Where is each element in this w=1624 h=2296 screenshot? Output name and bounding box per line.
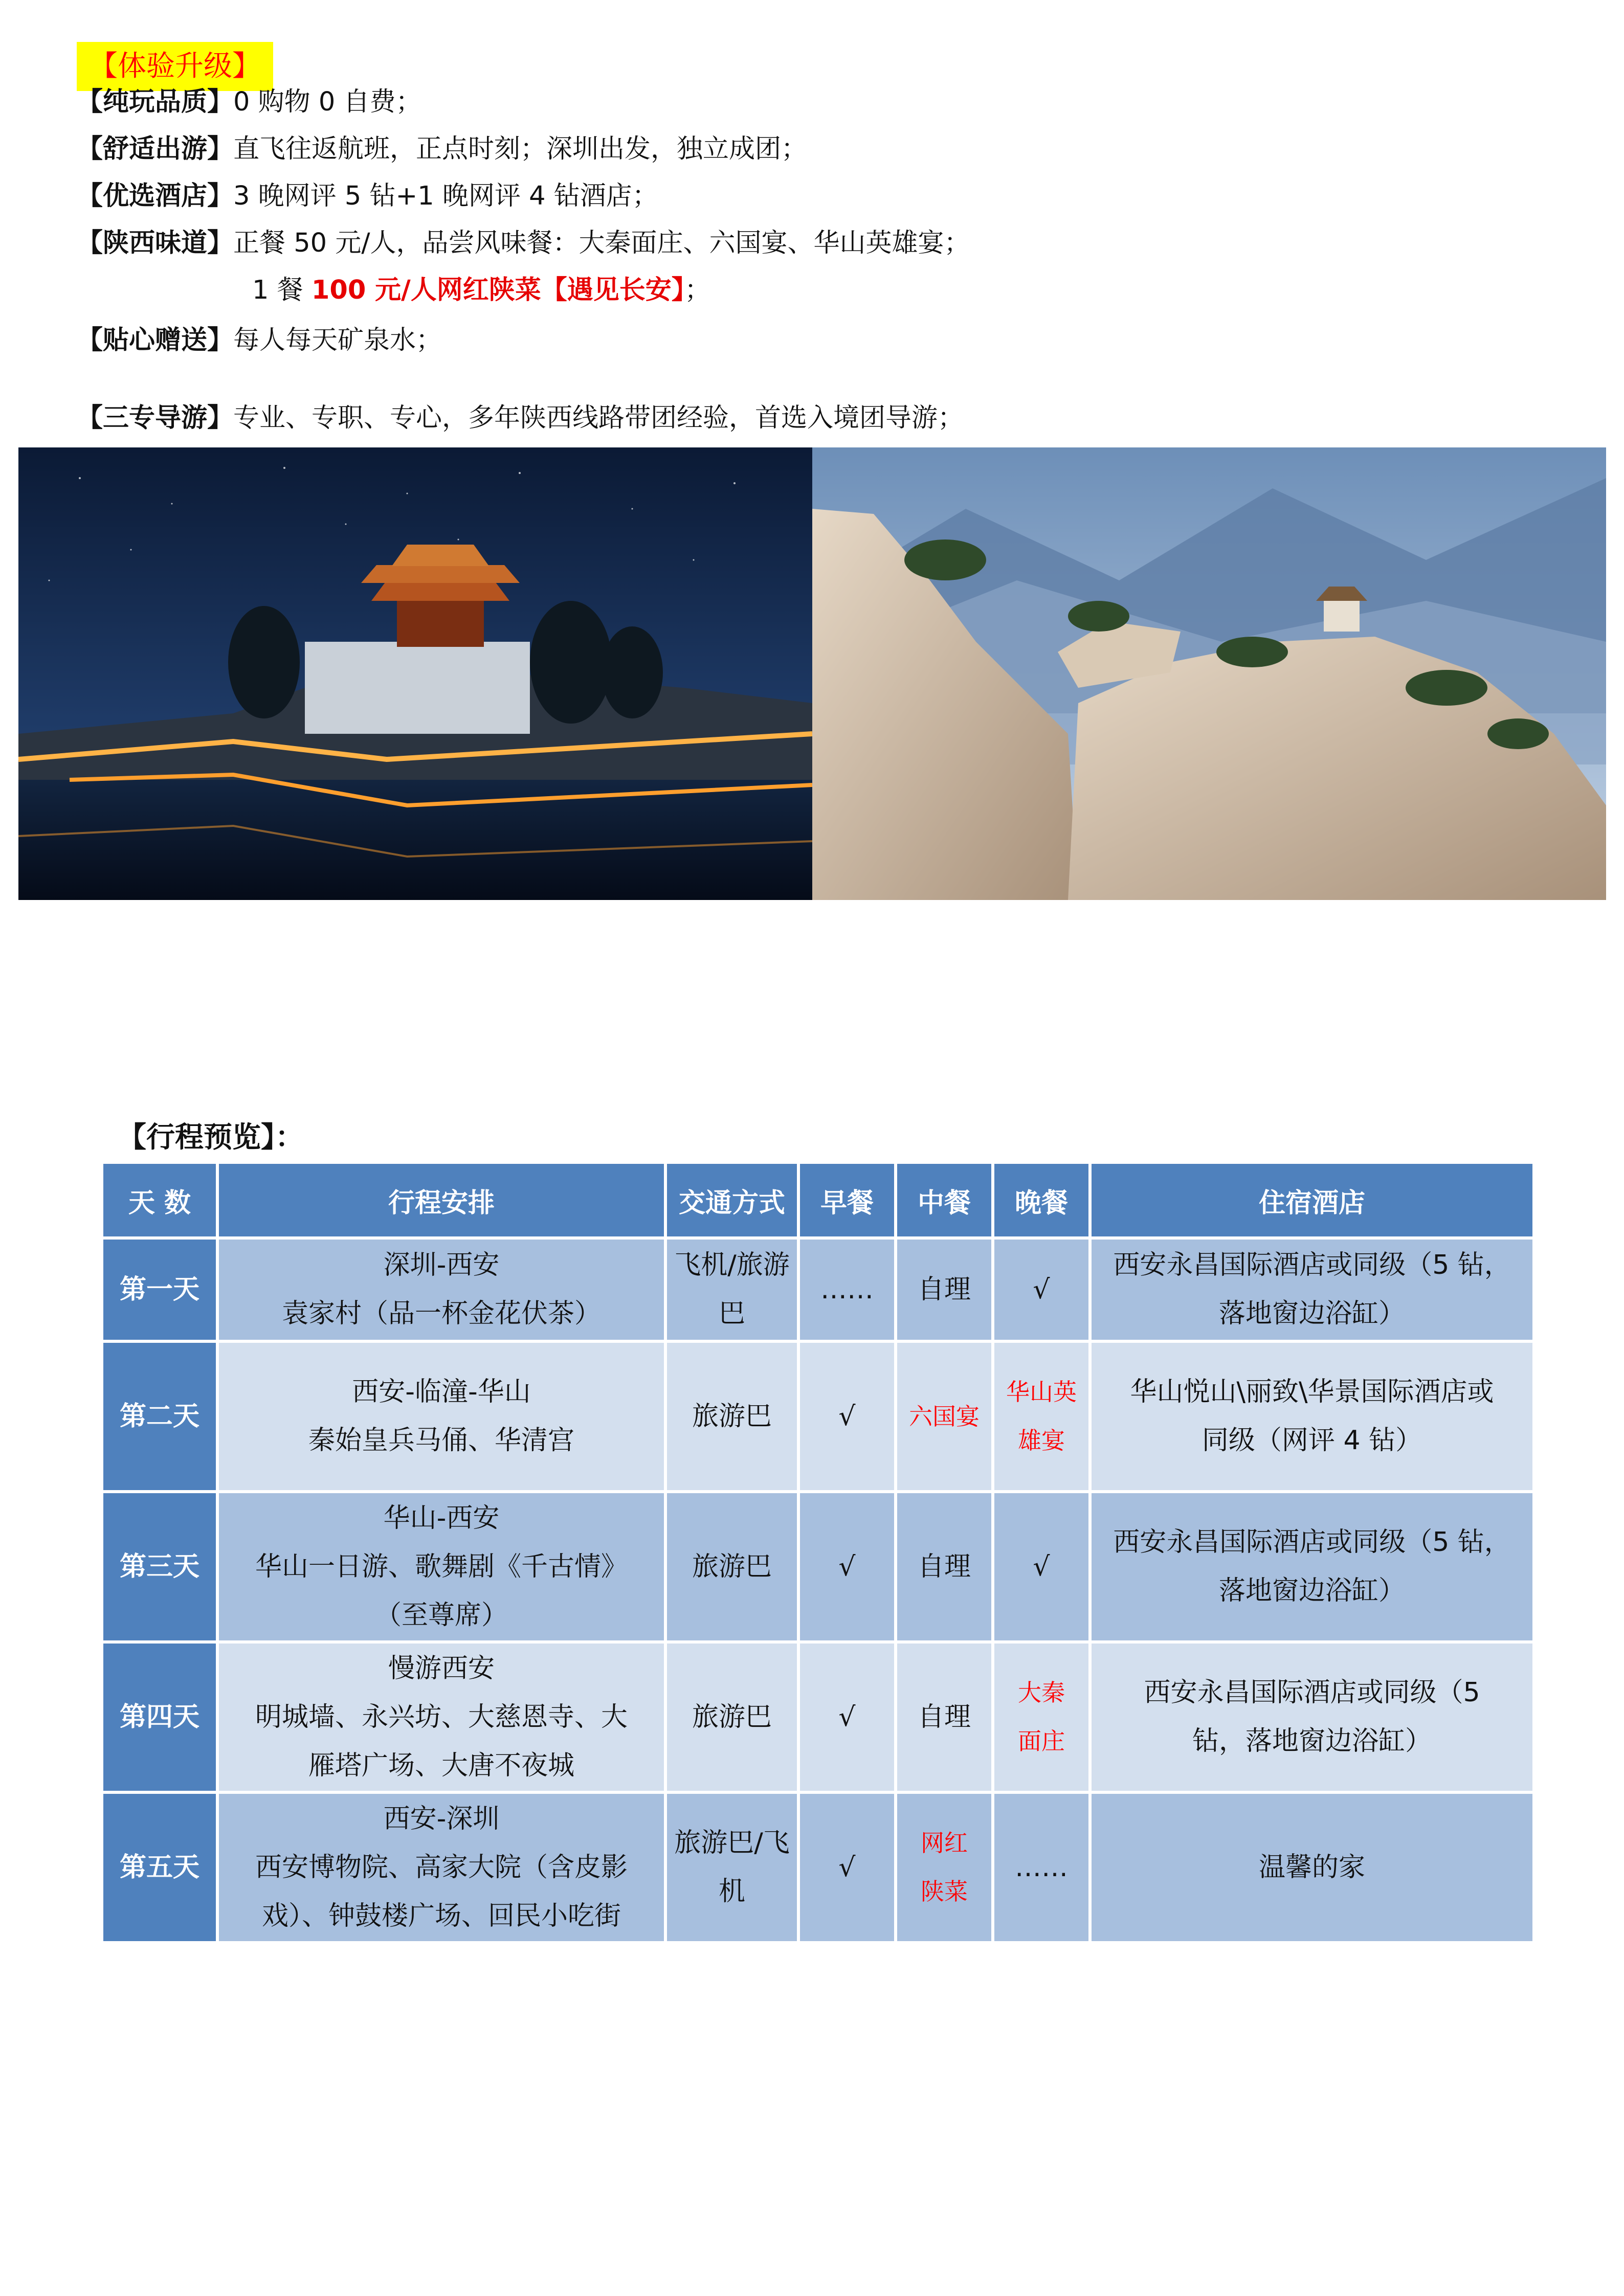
lunch-cell: 自理 (897, 1644, 991, 1791)
plan-cell (219, 1343, 664, 1490)
itinerary-preview-title: 【行程预览】： (118, 1121, 304, 1154)
table-row (103, 1644, 1532, 1791)
plan-line: 华山一日游、歌舞剧《千古情》 (255, 1551, 628, 1582)
breakfast-cell: √ (800, 1343, 894, 1490)
feature-label: 【纯玩品质】 (77, 87, 234, 117)
day-cell: 第五天 (103, 1794, 216, 1941)
feature-purity (77, 82, 422, 123)
dinner-cell: …… (994, 1794, 1088, 1941)
lunch-line: 陕菜 (921, 1878, 968, 1905)
plan-line: 雁塔广场、大唐不夜城 (308, 1750, 574, 1781)
hotel-line: 同级（网评 4 钻） (1202, 1425, 1422, 1456)
day-cell: 第三天 (103, 1493, 216, 1640)
dinner-cell: √ (994, 1493, 1088, 1640)
breakfast-cell: √ (800, 1794, 894, 1941)
hotel-line: 温馨的家 (1258, 1852, 1365, 1883)
transport-line: 旅游巴/飞 (674, 1828, 790, 1858)
food-extra-highlight: 100 元/人网红陕菜【遇见长安】 (311, 275, 685, 305)
transport-line: 机 (718, 1876, 745, 1907)
plan-line: 华山-西安 (383, 1502, 500, 1534)
transport-line: 旅游巴 (692, 1551, 772, 1582)
plan-cell (219, 1644, 664, 1791)
lunch-cell: 自理 (897, 1240, 991, 1340)
table-row (103, 1240, 1532, 1340)
plan-line: 西安-临潼-华山 (352, 1377, 531, 1407)
feature-gift (77, 320, 442, 361)
header-transport: 交通方式 (667, 1164, 797, 1236)
upgrade-title: 【体验升级】 (77, 42, 273, 91)
plan-line: 深圳-西安 (383, 1250, 500, 1280)
food-extra-suffix: ； (684, 275, 711, 305)
hotel-line: 西安永昌国际酒店或同级（5 钻， (1113, 1527, 1511, 1558)
feature-hotel (77, 176, 658, 217)
hotel-cell (1092, 1240, 1532, 1340)
day-cell: 第一天 (103, 1240, 216, 1340)
feature-text: 专业、专职、专心，多年陕西线路带团经验，首选入境团导游； (233, 403, 964, 433)
feature-text: 直飞往返航班，正点时刻；深圳出发，独立成团； (233, 134, 808, 164)
feature-text: 正餐 50 元/人，品尝风味餐：大秦面庄、六国宴、华山英雄宴； (233, 228, 970, 258)
plan-cell (219, 1493, 664, 1640)
plan-line: 西安-深圳 (383, 1803, 500, 1834)
breakfast-cell: …… (800, 1240, 894, 1340)
lunch-cell: 自理 (897, 1493, 991, 1640)
table-row (103, 1493, 1532, 1640)
header-plan: 行程安排 (219, 1164, 664, 1236)
lunch-cell: 六国宴 (897, 1343, 991, 1490)
header-dinner: 晚餐 (994, 1164, 1088, 1236)
dinner-line: 面庄 (1018, 1727, 1065, 1755)
food-extra-prefix: 1 餐 (252, 275, 312, 305)
table-row (103, 1343, 1532, 1490)
hotel-line: 落地窗边浴缸） (1218, 1575, 1405, 1606)
header-day: 天 数 (103, 1164, 216, 1236)
transport-cell (667, 1794, 797, 1941)
plan-line: （至尊席） (374, 1600, 508, 1631)
feature-food-extra (252, 270, 710, 311)
transport-line: 飞机/旅游 (674, 1250, 790, 1280)
transport-line: 旅游巴 (692, 1401, 772, 1432)
plan-line: 明城墙、永兴坊、大慈恩寺、大 (255, 1701, 628, 1732)
hotel-line: 华山悦山\丽致\华景国际酒店或 (1130, 1377, 1494, 1407)
dinner-cell (994, 1644, 1088, 1791)
feature-label: 【陕西味道】 (77, 228, 234, 258)
xian-city-wall-night-photo (18, 447, 812, 900)
feature-text: 3 晚网评 5 钻+1 晚网评 4 钻酒店； (233, 181, 658, 211)
dinner-line: 华山英 (1006, 1378, 1077, 1406)
hotel-cell (1092, 1644, 1532, 1791)
breakfast-cell: √ (800, 1493, 894, 1640)
plan-line: 秦始皇兵马俑、华清宫 (308, 1425, 574, 1456)
feature-guide (77, 398, 964, 439)
header-hotel: 住宿酒店 (1092, 1164, 1532, 1236)
transport-line: 旅游巴 (692, 1701, 772, 1732)
feature-label: 【舒适出游】 (77, 134, 234, 164)
hotel-line: 西安永昌国际酒店或同级（5 (1144, 1677, 1480, 1708)
header-lunch: 中餐 (897, 1164, 991, 1236)
plan-cell (219, 1240, 664, 1340)
hotel-cell (1092, 1343, 1532, 1490)
huashan-mountain-pavilion-photo (812, 447, 1606, 900)
plan-cell (219, 1794, 664, 1941)
feature-comfort (77, 129, 807, 170)
dinner-line: 大秦 (1018, 1679, 1065, 1706)
table-header-row (103, 1164, 1532, 1236)
feature-label: 【贴心赠送】 (77, 325, 234, 355)
plan-line: 袁家村（品一杯金花伏茶） (281, 1298, 601, 1329)
hotel-line: 落地窗边浴缸） (1218, 1298, 1405, 1329)
day-cell: 第四天 (103, 1644, 216, 1791)
lunch-cell (897, 1794, 991, 1941)
dinner-line: 雄宴 (1018, 1427, 1065, 1454)
dinner-cell: √ (994, 1240, 1088, 1340)
lunch-line: 网红 (921, 1829, 968, 1857)
transport-cell (667, 1343, 797, 1490)
plan-line: 戏）、钟鼓楼广场、回民小吃街 (261, 1900, 621, 1931)
feature-food (77, 223, 970, 264)
table-row (103, 1794, 1532, 1941)
itinerary-table (100, 1161, 1536, 1944)
hotel-line: 西安永昌国际酒店或同级（5 钻， (1113, 1250, 1511, 1280)
transport-cell (667, 1644, 797, 1791)
header-breakfast: 早餐 (800, 1164, 894, 1236)
dinner-cell (994, 1343, 1088, 1490)
feature-text: 每人每天矿泉水； (233, 325, 442, 355)
plan-line: 慢游西安 (388, 1653, 495, 1684)
breakfast-cell: √ (800, 1644, 894, 1791)
transport-line: 巴 (718, 1298, 745, 1329)
feature-text: 0 购物 0 自费； (233, 87, 422, 117)
transport-cell (667, 1493, 797, 1640)
day-cell: 第二天 (103, 1343, 216, 1490)
feature-label: 【三专导游】 (77, 403, 234, 433)
hotel-line: 钻，落地窗边浴缸） (1192, 1726, 1432, 1757)
hotel-cell (1092, 1794, 1532, 1941)
plan-line: 西安博物院、高家大院（含皮影 (255, 1852, 628, 1883)
transport-cell (667, 1240, 797, 1340)
hotel-cell (1092, 1493, 1532, 1640)
feature-label: 【优选酒店】 (77, 181, 234, 211)
